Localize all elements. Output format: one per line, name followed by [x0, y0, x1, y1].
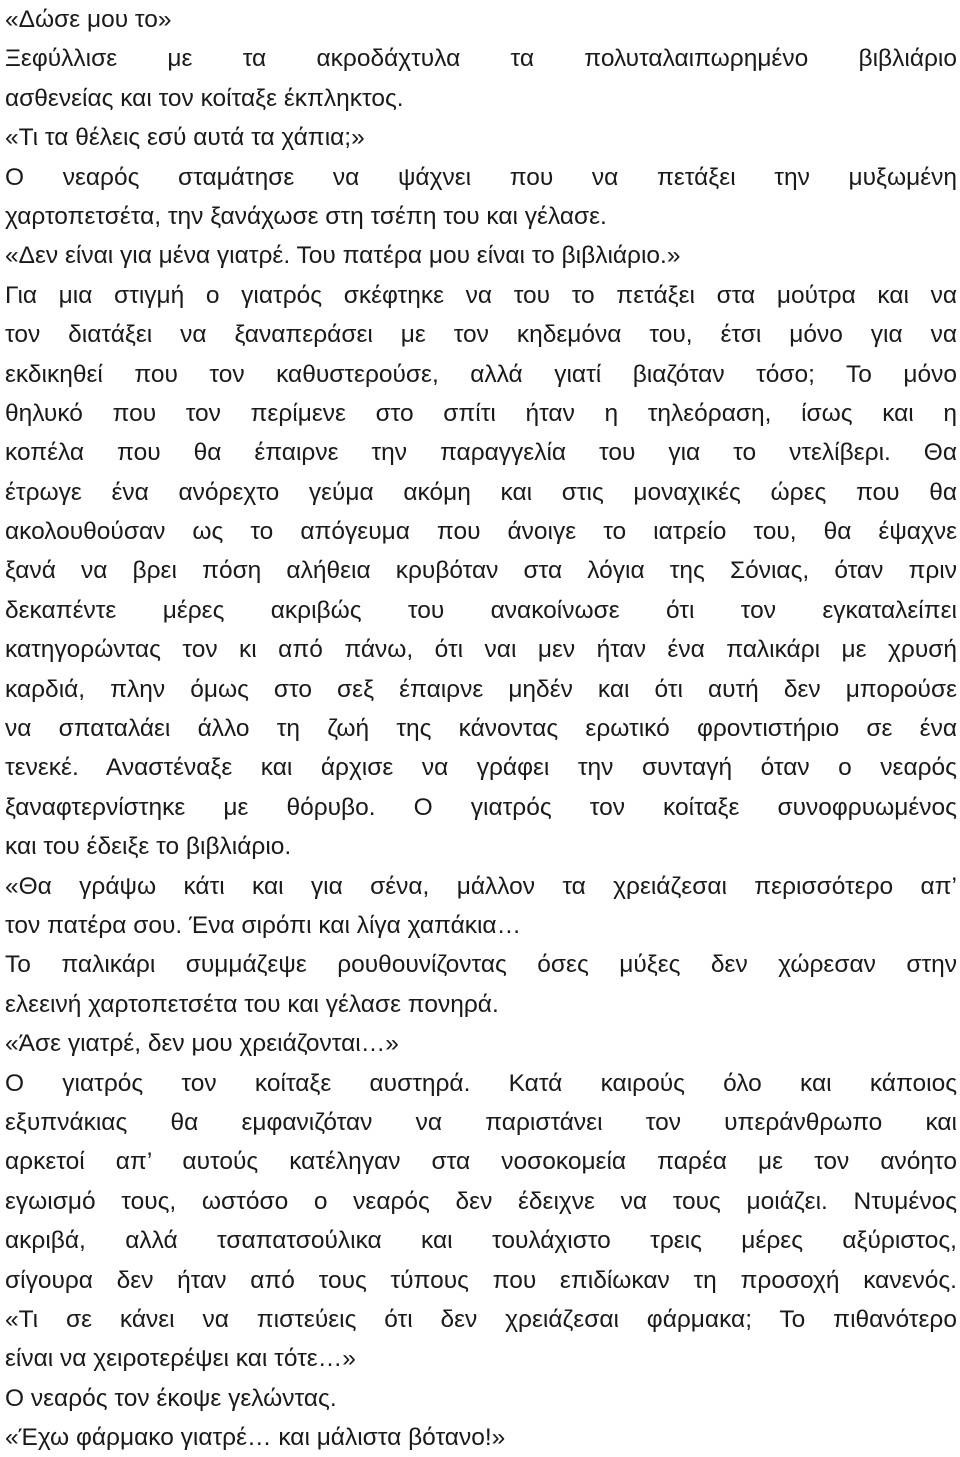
- text-line: «Τι σε κάνει να πιστεύεις ότι δεν χρειάζεσαι φάρμακα; Το πιθανότερο: [5, 1305, 957, 1333]
- text-line: ασθενείας και τον κοίταξε έκπληκτος.: [5, 84, 404, 112]
- text-line: Ο γιατρός τον κοίταξε αυστηρά. Κατά καιρούς όλο και κάποιος: [5, 1069, 957, 1097]
- text-line: σίγουρα δεν ήταν από τους τύπους που επιδίωκαν τη προσοχή κανενός.: [5, 1266, 957, 1294]
- text-line: ελεεινή χαρτοπετσέτα του και γέλασε πονηρά.: [5, 990, 499, 1018]
- text-line: τον διατάξει να ξαναπεράσει με τον κηδεμόνα του, έτσι μόνο για να: [5, 321, 957, 349]
- text-line: έτρωγε ένα ανόρεχτο γεύμα ακόμη και στις μοναχικές ώρες που θα: [5, 478, 957, 506]
- text-line: ακολουθούσαν ως το απόγευμα που άνοιγε το ιατρείο του, θα έψαχνε: [5, 518, 957, 546]
- text-line: Το παλικάρι συμμάζεψε ρουθουνίζοντας όσες μύξες δεν χώρεσαν στην: [5, 951, 957, 979]
- text-line: Για μια στιγμή ο γιατρός σκέφτηκε να του το πετάξει στα μούτρα και να: [5, 281, 957, 309]
- text-line: «Τι τα θέλεις εσύ αυτά τα χάπια;»: [5, 124, 365, 152]
- text-line: «Θα γράψω κάτι και για σένα, μάλλον τα χρειάζεσαι περισσότερο απ’: [5, 872, 957, 900]
- text-line: τενεκέ. Αναστέναξε και άρχισε να γράφει την συνταγή όταν ο νεαρός: [5, 754, 957, 782]
- text-line: «Άσε γιατρέ, δεν μου χρειάζονται…»: [5, 1030, 399, 1058]
- text-line: Ο νεαρός τον έκοψε γελώντας.: [5, 1384, 337, 1412]
- text-line: Ο νεαρός σταμάτησε να ψάχνει που να πετάξει την μυξωμένη: [5, 163, 957, 191]
- text-line: καρδιά, πλην όμως στο σεξ έπαιρνε μηδέν και ότι αυτή δεν μπορούσε: [5, 675, 957, 703]
- text-line: δεκαπέντε μέρες ακριβώς του ανακοίνωσε ότι τον εγκαταλείπει: [5, 596, 957, 624]
- text-line: θηλυκό που τον περίμενε στο σπίτι ήταν η τηλεόραση, ίσως και η: [5, 399, 957, 427]
- text-line: εκδικηθεί που τον καθυστερούσε, αλλά γιατί βιαζόταν τόσο; Το μόνο: [5, 360, 957, 388]
- text-line: αρκετοί απ’ αυτούς κατέληγαν στα νοσοκομεία παρέα με τον ανόητο: [5, 1148, 957, 1176]
- document-page: [5, 0, 957, 1457]
- text-line: κατηγορώντας τον κι από πάνω, ότι ναι μεν ήταν ένα παλικάρι με χρυσή: [5, 636, 957, 664]
- text-line: Ξεφύλλισε με τα ακροδάχτυλα τα πολυταλαιπωρημένο βιβλιάριο: [5, 45, 957, 73]
- text-line: «Δώσε μου το»: [5, 6, 172, 33]
- text-line: και του έδειξε το βιβλιάριο.: [5, 833, 292, 861]
- text-line: ξανά να βρει πόση αλήθεια κρυβόταν στα λόγια της Σόνιας, όταν πριν: [5, 557, 957, 585]
- text-line: κοπέλα που θα έπαιρνε την παραγγελία του για το ντελίβερι. Θα: [5, 439, 957, 467]
- text-line: «Δεν είναι για μένα γιατρέ. Του πατέρα μου είναι το βιβλιάριο.»: [5, 242, 681, 270]
- text-line: ακριβά, αλλά τσαπατσούλικα και τουλάχιστο τρεις μέρες αξύριστος,: [5, 1227, 957, 1255]
- text-line: είναι να χειροτερέψει και τότε…»: [5, 1345, 356, 1373]
- text-line: εγωισμό τους, ωστόσο ο νεαρός δεν έδειχνε να τους μοιάζει. Ντυμένος: [5, 1187, 957, 1215]
- text-line: εξυπνάκιας θα εμφανιζόταν να παριστάνει τον υπεράνθρωπο και: [5, 1108, 957, 1136]
- text-line: τον πατέρα σου. Ένα σιρόπι και λίγα χαπάκια…: [5, 911, 522, 939]
- text-line: ξαναφτερνίστηκε με θόρυβο. Ο γιατρός τον κοίταξε συνοφρυωμένος: [5, 793, 957, 821]
- text-line: να σπαταλάει άλλο τη ζωή της κάνοντας ερωτικό φροντιστήριο σε ένα: [5, 715, 957, 743]
- text-line: χαρτοπετσέτα, την ξανάχωσε στη τσέπη του και γέλασε.: [5, 202, 607, 230]
- text-line: «Έχω φάρμακο γιατρέ… και μάλιστα βότανο!»: [5, 1424, 506, 1452]
